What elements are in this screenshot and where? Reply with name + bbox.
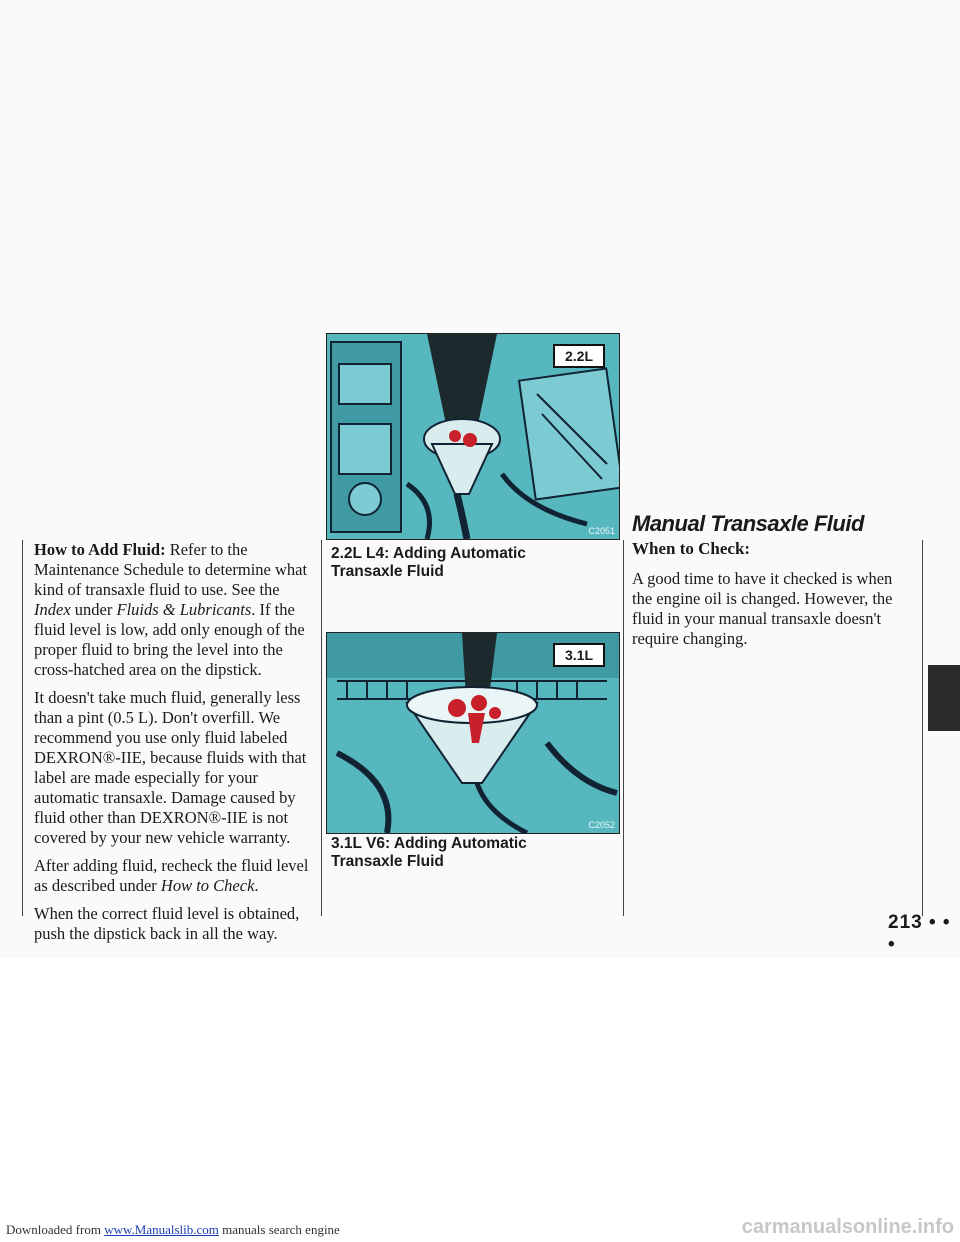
fluids-lubricants-reference: Fluids & Lubricants: [116, 600, 252, 619]
dipstick-paragraph: When the correct fluid level is obtained, push the dipstick back in all the way.: [34, 904, 300, 943]
left-column-text: [34, 540, 316, 952]
engine-size-badge: 2.2L: [553, 344, 605, 368]
figure-code: C2052: [588, 820, 615, 830]
figure-3-1l-engine: [326, 632, 620, 834]
figure-2-2l-engine: [326, 333, 620, 540]
download-banner: Downloaded from www.Manualslib.com manuals search engine: [6, 1222, 340, 1237]
column-rule-mid-left: [321, 540, 322, 916]
how-to-check-reference: How to Check: [160, 876, 255, 895]
figure-caption-3-1l: 3.1L V6: Adding Automatic Transaxle Fluid: [331, 835, 527, 870]
figure-caption-2-2l: 2.2L L4: Adding Automatic Transaxle Fluid: [331, 545, 526, 580]
how-to-add-fluid-paragraph: How to Add Fluid: Refer to the Maintenance Schedule to determine what kind of transaxle fluid to use. See the Index under Fluids & Lubricants. If the fluid level is low, add only enough of the proper fluid to bring the level into the cross-hatched area on the dipstick.: [34, 540, 308, 679]
watermark: carmanualsonline.info: [741, 1216, 954, 1238]
run-in-heading: How to Add Fluid:: [34, 540, 166, 559]
column-rule-left: [22, 540, 23, 916]
index-reference: Index: [34, 600, 71, 619]
figure-code: C2051: [588, 526, 615, 536]
right-column-text: [632, 539, 914, 649]
when-to-check-paragraph: A good time to have it checked is when the engine oil is changed. However, the fluid in your manual transaxle doesn't require changing.: [632, 569, 893, 648]
recheck-paragraph: After adding fluid, recheck the fluid level as described under How to Check.: [34, 856, 309, 895]
subheading: When to Check:: [632, 539, 751, 558]
column-rule-right: [922, 540, 923, 916]
page-number: 213 • • •: [888, 912, 951, 955]
manualslib-link[interactable]: www.Manualslib.com: [104, 1222, 219, 1237]
section-title: Manual Transaxle Fluid: [632, 511, 864, 536]
overfill-warning-paragraph: It doesn't take much fluid, generally less than a pint (0.5 L). Don't overfill. We recommend you use only fluid labeled DEXRON®-IIE, because fluids with that label are made especially for your automatic transaxle. Damage caused by fluid other than DEXRON®-IIE is not covered by your new vehicle warranty.: [34, 688, 307, 847]
chapter-thumb-tab: [928, 665, 960, 731]
column-rule-mid-right: [623, 540, 624, 916]
engine-size-badge: 3.1L: [553, 643, 605, 667]
